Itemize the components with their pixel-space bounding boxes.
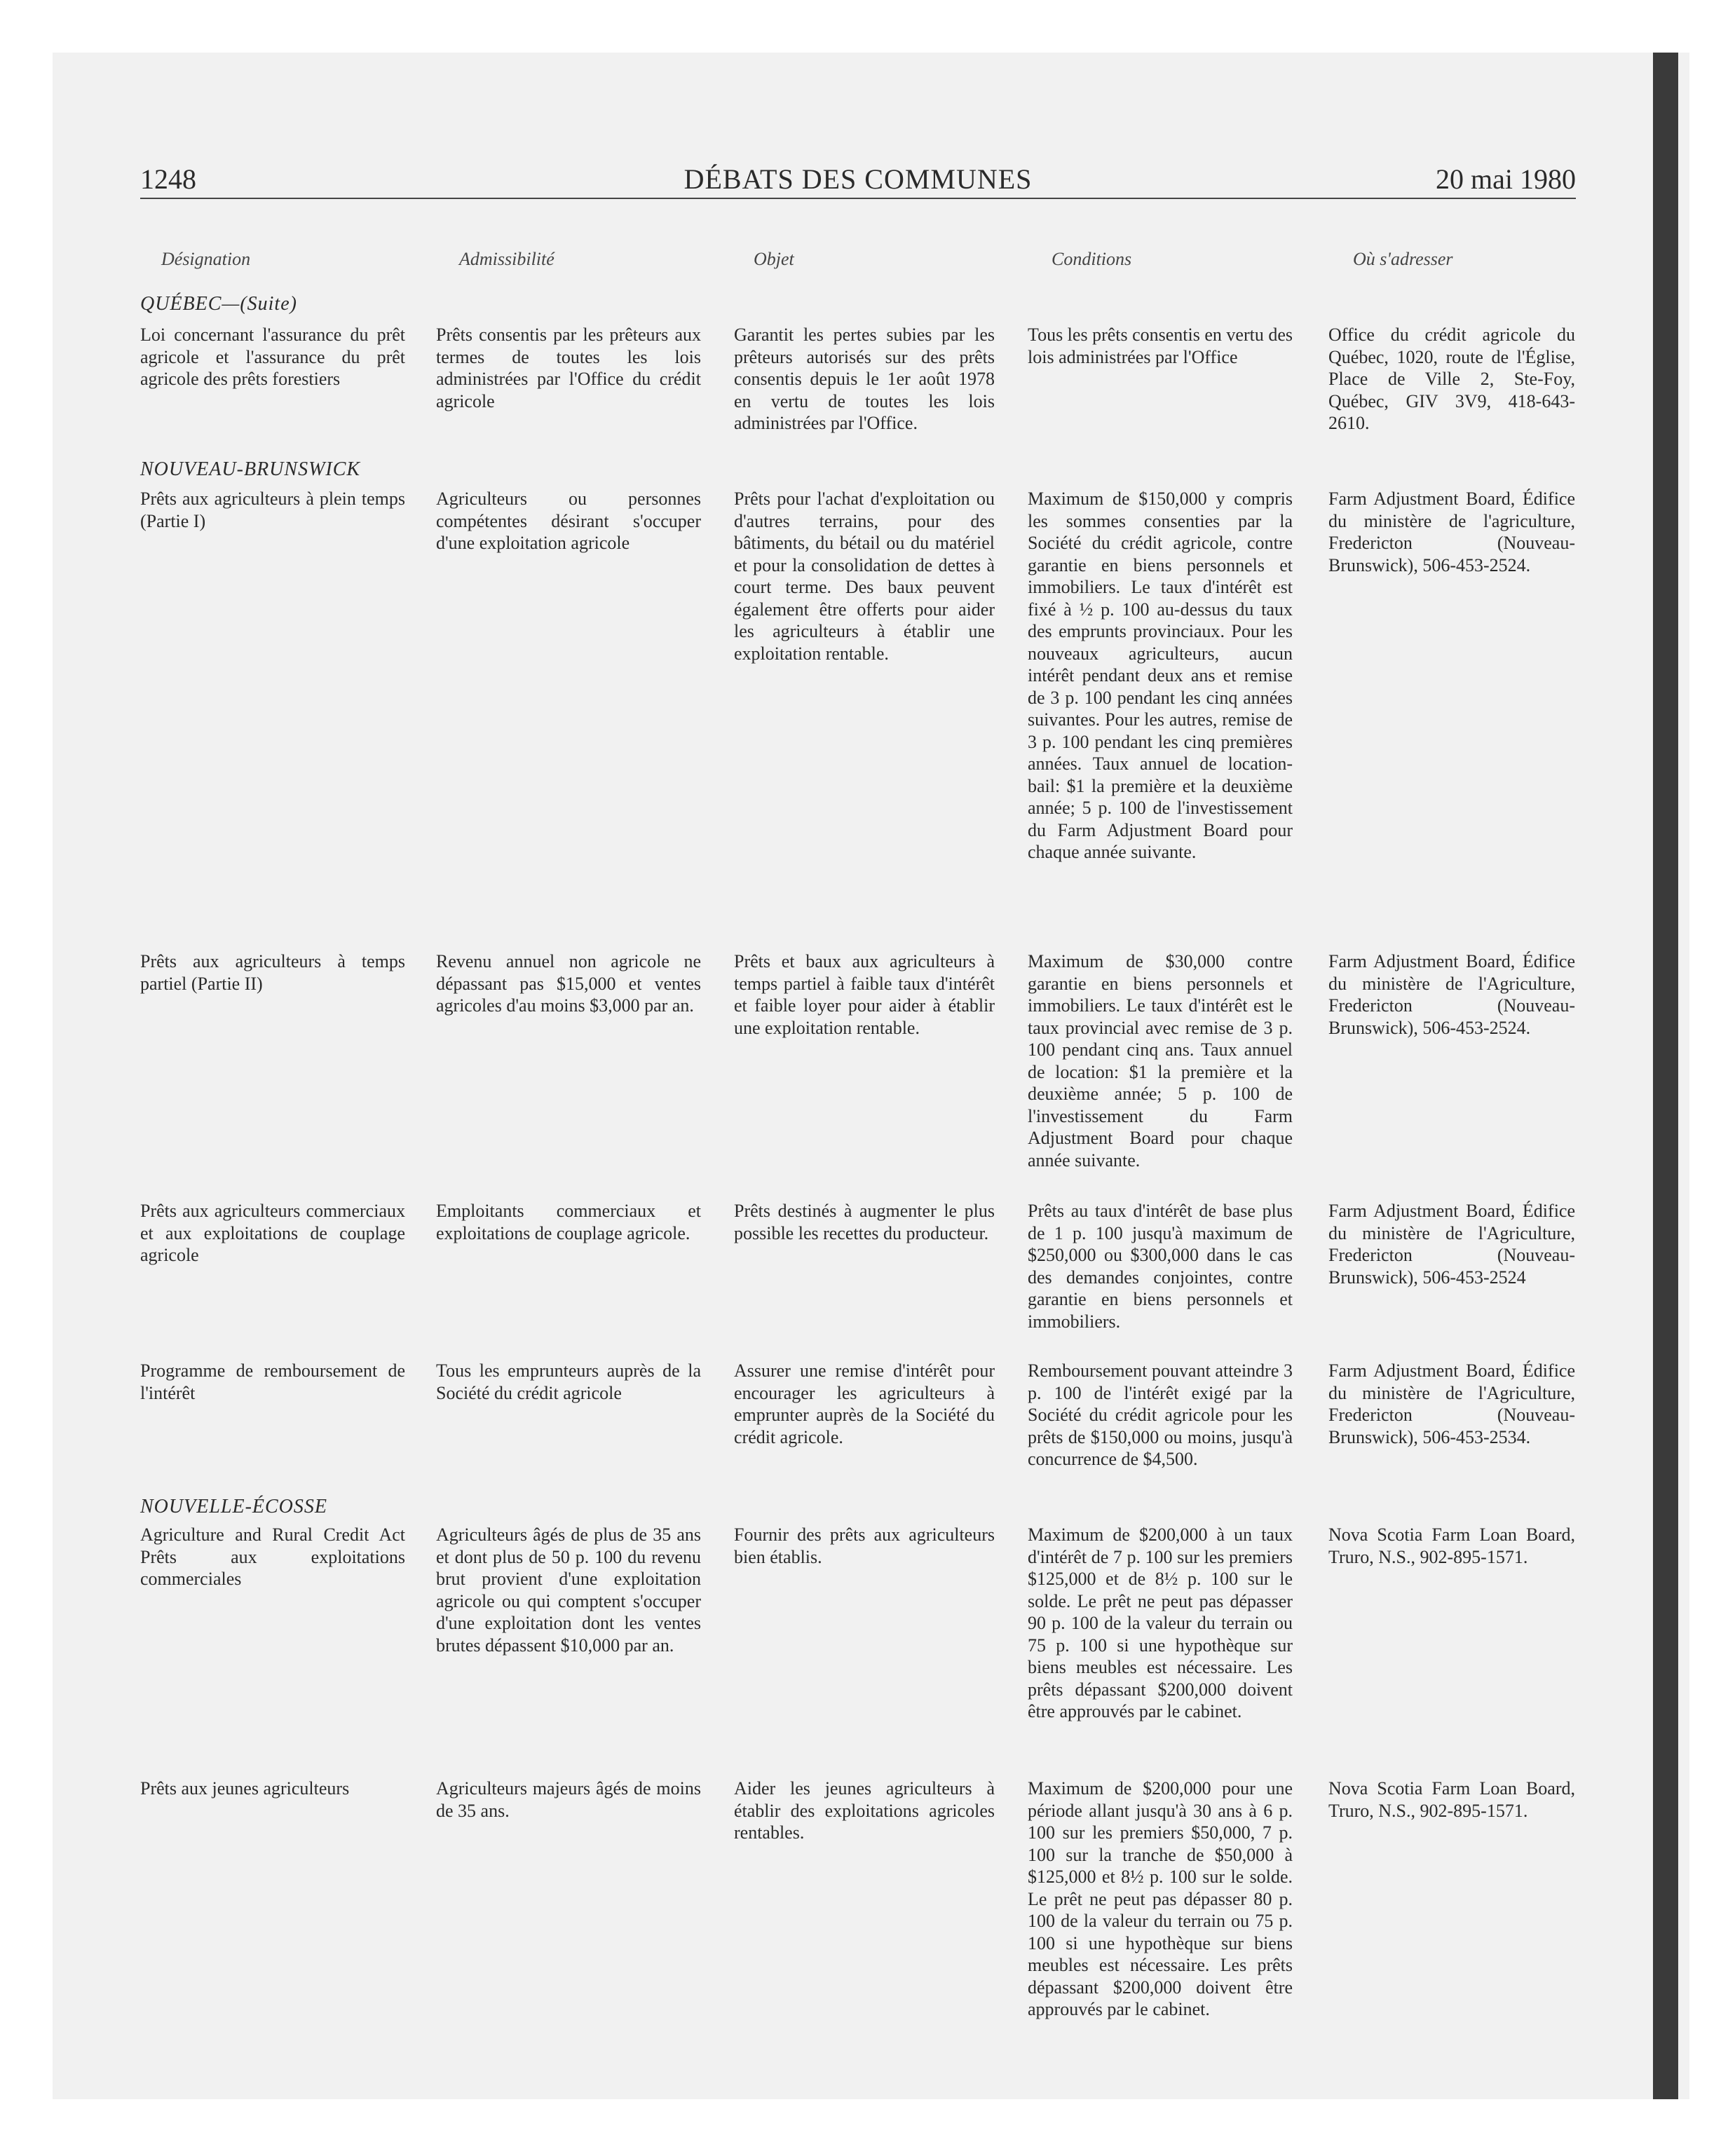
- page-title: DÉBATS DES COMMUNES: [683, 163, 1033, 195]
- cell-designation: Agriculture and Rural Credit Act Prêts aux exploitations commerciales: [140, 1524, 405, 1589]
- column-header-objet: Objet: [754, 249, 794, 269]
- cell-designation: Prêts aux agriculteurs à plein temps (Partie I): [140, 489, 405, 531]
- column-header-admissibilite: Admissibilité: [459, 249, 554, 269]
- cell-admissibilite: Revenu annuel non agricole ne dépassant pas $15,000 et ventes agricoles d'au moins $3,000 par an.: [436, 951, 701, 1016]
- province-heading-nouvelle-ecosse: NOUVELLE-ÉCOSSE: [140, 1496, 327, 1517]
- cell-adresse: Farm Adjustment Board, Édifice du ministère de l'Agriculture, Fredericton (Nouveau-Brunswick), 506-453-2524: [1328, 1201, 1575, 1288]
- cell-admissibilite: Prêts consentis par les prêteurs aux termes de toutes les lois administrées par l'Office du crédit agricole: [436, 325, 701, 411]
- cell-conditions: Maximum de $200,000 à un taux d'intérêt de 7 p. 100 sur les premiers $125,000 et de 8½ p. 100 sur le solde. Le prêt ne peut pas dépasser 90 p. 100 de la valeur du terrain ou 75 p. 100 si une hypothèque sur biens meubles est nécessaire. Les prêts dépassant $200,000 doivent être approuvés par le cabinet.: [1028, 1524, 1293, 1721]
- cell-admissibilite: Tous les emprunteurs auprès de la Société du crédit agricole: [436, 1360, 701, 1403]
- cell-conditions: Maximum de $30,000 contre garantie en biens personnels et immobiliers. Le taux d'intérêt est le taux provincial avec remise de 3 p. 100 pendant cinq ans. Taux annuel de location: $1 la première et la deuxième année; 5 p. 100 de l'investissement du Farm Adjustment Board pour chaque année suivante.: [1028, 951, 1293, 1171]
- column-header-adresse: Où s'adresser: [1353, 249, 1453, 269]
- cell-admissibilite: Agriculteurs âgés de plus de 35 ans et dont plus de 50 p. 100 du revenu brut provient d'une exploitation agricole ou qui comptent s'occuper d'une exploitation dont les ventes brutes dépassent $10,000 par an.: [436, 1524, 701, 1656]
- cell-conditions: Maximum de $200,000 pour une période allant jusqu'à 30 ans à 6 p. 100 sur les premiers $50,000, 7 p. 100 sur la tranche de $50,000 à $125,000 et 8½ p. 100 sur le solde. Le prêt ne peut pas dépasser 80 p. 100 de la valeur du terrain ou 75 p. 100 si une hypothèque sur biens meubles est nécessaire. Les prêts dépassant $200,000 doivent être approuvés par le cabinet.: [1028, 1778, 1293, 2019]
- cell-admissibilite: Emploitants commerciaux et exploitations de couplage agricole.: [436, 1201, 701, 1243]
- page-number: 1248: [140, 163, 196, 195]
- cell-objet: Prêts destinés à augmenter le plus possible les recettes du producteur.: [734, 1201, 995, 1243]
- province-heading-nouveau-brunswick: NOUVEAU-BRUNSWICK: [140, 458, 361, 480]
- cell-designation: Programme de remboursement de l'intérêt: [140, 1360, 405, 1403]
- cell-admissibilite: Agriculteurs majeurs âgés de moins de 35 ans.: [436, 1778, 701, 1821]
- cell-conditions: Tous les prêts consentis en vertu des lois administrées par l'Office: [1028, 325, 1293, 367]
- cell-objet: Fournir des prêts aux agriculteurs bien établis.: [734, 1524, 995, 1567]
- column-header-conditions: Conditions: [1052, 249, 1132, 269]
- cell-conditions: Maximum de $150,000 y compris les sommes consenties par la Société du crédit agricole, contre garantie en biens personnels et immobiliers. Le taux d'intérêt est fixé à ½ p. 100 au-dessus du taux des emprunts provinciaux. Pour les nouveaux agriculteurs, aucun intérêt pendant deux ans et remise de 3 p. 100 pendant les cinq années suivantes. Pour les autres, remise de 3 p. 100 pendant les cinq premières années. Taux annuel de location-bail: $1 la première et la deuxième année; 5 p. 100 de l'investissement du Farm Adjustment Board pour chaque année suivante.: [1028, 489, 1293, 862]
- cell-objet: Aider les jeunes agriculteurs à établir des exploitations agricoles rentables.: [734, 1778, 995, 1843]
- cell-objet: Prêts pour l'achat d'exploitation ou d'autres terrains, pour des bâtiments, du bétail ou du matériel et pour la consolidation de dettes à court terme. Des baux peuvent également être offerts pour aider les agriculteurs à établir une exploitation rentable.: [734, 489, 995, 664]
- cell-objet: Garantit les pertes subies par les prêteurs autorisés sur des prêts consentis depuis le 1er août 1978 en vertu de toutes les lois administrées par l'Office.: [734, 325, 995, 433]
- cell-conditions: Remboursement pouvant atteindre 3 p. 100 de l'intérêt exigé par la Société du crédit agricole pour les prêts de $150,000 ou moins, jusqu'à concurrence de $4,500.: [1028, 1360, 1293, 1469]
- cell-designation: Prêts aux agriculteurs à temps partiel (Partie II): [140, 951, 405, 994]
- cell-adresse: Nova Scotia Farm Loan Board, Truro, N.S., 902-895-1571.: [1328, 1524, 1575, 1567]
- cell-adresse: Farm Adjustment Board, Édifice du ministère de l'agriculture, Fredericton (Nouveau-Brunswick), 506-453-2524.: [1328, 489, 1575, 575]
- cell-objet: Prêts et baux aux agriculteurs à temps partiel à faible taux d'intérêt et faible loyer pour aider à établir une exploitation rentable.: [734, 951, 995, 1038]
- cell-adresse: Farm Adjustment Board, Édifice du ministère de l'Agriculture, Fredericton (Nouveau-Brunswick), 506-453-2524.: [1328, 951, 1575, 1038]
- cell-conditions: Prêts au taux d'intérêt de base plus de 1 p. 100 jusqu'à maximum de $250,000 ou $300,000 dans le cas des demandes conjointes, contre garantie en biens personnels et immobiliers.: [1028, 1201, 1293, 1332]
- cell-designation: Prêts aux jeunes agriculteurs: [140, 1778, 350, 1799]
- province-heading-quebec: QUÉBEC—(Suite): [140, 293, 297, 315]
- cell-objet: Assurer une remise d'intérêt pour encourager les agriculteurs à emprunter auprès de la Société du crédit agricole.: [734, 1360, 995, 1447]
- cell-adresse: Nova Scotia Farm Loan Board, Truro, N.S., 902-895-1571.: [1328, 1778, 1575, 1821]
- cell-admissibilite: Agriculteurs ou personnes compétentes désirant s'occuper d'une exploitation agricole: [436, 489, 701, 553]
- page-header: [140, 161, 1576, 198]
- header-rule: [140, 198, 1576, 199]
- cell-designation: Prêts aux agriculteurs commerciaux et aux exploitations de couplage agricole: [140, 1201, 405, 1265]
- cell-adresse: Farm Adjustment Board, Édifice du ministère de l'Agriculture, Fredericton (Nouveau-Brunswick), 506-453-2534.: [1328, 1360, 1575, 1447]
- page-date: 20 mai 1980: [1436, 163, 1576, 195]
- cell-adresse: Office du crédit agricole du Québec, 1020, route de l'Église, Place de Ville 2, Ste-Foy, Québec, GIV 3V9, 418-643-2610.: [1328, 325, 1575, 433]
- column-header-designation: Désignation: [161, 249, 251, 269]
- page-edge-shadow: [1653, 53, 1678, 2099]
- cell-designation: Loi concernant l'assurance du prêt agricole et l'assurance du prêt agricole des prêts forestiers: [140, 325, 405, 389]
